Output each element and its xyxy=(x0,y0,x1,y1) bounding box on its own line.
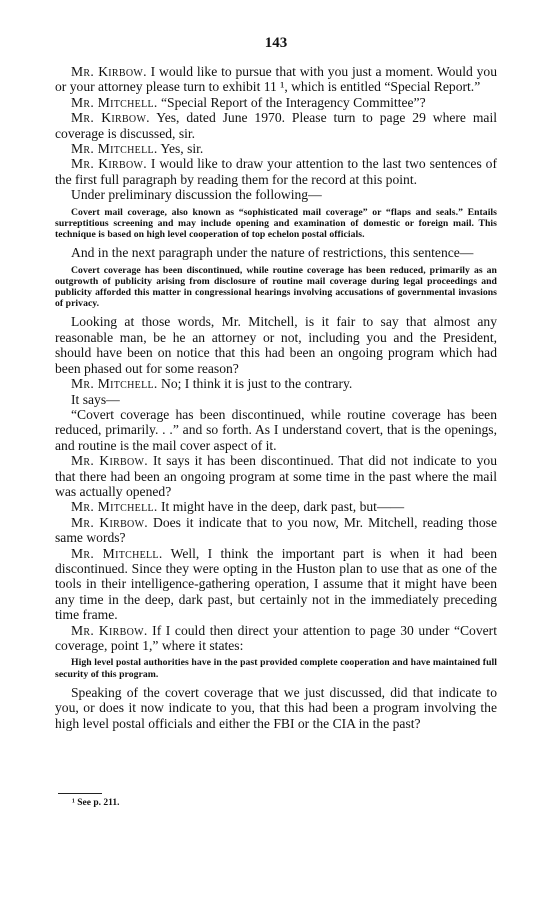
paragraph xyxy=(55,245,497,260)
paragraph-text: Speaking of the covert coverage that we just discussed, did that indicate to you, or does it now indicate to you, that this had been a program involving the high level postal officials and either the FBI or the CIA in the past? xyxy=(55,684,497,731)
footnote: ¹ See p. 211. xyxy=(72,798,120,808)
paragraph-text: No; I think it is just to the contrary. xyxy=(157,376,353,392)
paragraph xyxy=(55,187,497,202)
speech-paragraph xyxy=(55,546,497,623)
quote-text: Covert mail coverage, also known as “sophisticated mail coverage” or “flaps and seals.” Entails surreptitious screening and may include opening and examination of domestic or foreign mail. This technique is based on high level cooperation of top echelon postal officials. xyxy=(55,206,497,241)
paragraph xyxy=(55,407,497,453)
speaker-name: Mr. Mitchell. xyxy=(71,141,158,157)
paragraph-text: It might have in the deep, dark past, but—— xyxy=(157,499,405,515)
speech-paragraph xyxy=(55,453,497,499)
block-quote xyxy=(55,265,497,310)
speaker-name: Mr. Mitchell. xyxy=(71,376,158,392)
speech-paragraph xyxy=(55,110,497,141)
speech-paragraph xyxy=(55,515,497,546)
paragraph xyxy=(55,685,497,731)
paragraph-text: Does it indicate that to you now, Mr. Mitchell, reading those same words? xyxy=(55,514,497,546)
speech-paragraph xyxy=(55,95,497,110)
quote-text: Covert coverage has been discontinued, while routine coverage has been reduced, primarily as an outgrowth of publicity arising from disclosure of routine mail coverage during legal proceedings and publicity afforded this matter in congressional hearings involving accusations of governmental invasions of privacy. xyxy=(55,264,497,310)
paragraph xyxy=(55,314,497,376)
speaker-name: Mr. Kirbow. xyxy=(71,514,149,530)
paragraph-text: I would like to draw your attention to the last two sentences of the first full paragraph by reading them for the record at this point. xyxy=(55,156,497,187)
paragraph-text: Under preliminary discussion the following— xyxy=(71,187,322,203)
transcript-body xyxy=(55,64,497,731)
paragraph-text: And in the next paragraph under the nature of restrictions, this sentence— xyxy=(71,245,474,261)
block-quote xyxy=(55,207,497,241)
paragraph-text: If I could then direct your attention to page 30 under “Covert coverage, point 1,” where it states: xyxy=(55,622,497,654)
speech-paragraph xyxy=(55,499,497,514)
paragraph-text: It says— xyxy=(71,391,120,407)
speaker-name: Mr. Mitchell. xyxy=(71,545,163,561)
speech-paragraph xyxy=(55,64,497,95)
speaker-name: Mr. Mitchell. xyxy=(71,499,158,515)
quote-text: High level postal authorities have in the past provided complete cooperation and have maintained full security of this program. xyxy=(55,657,497,680)
paragraph-text: It says it has been discontinued. That did not indicate to you that there had been an ongoing program at some time in the past where the mail was actually opened? xyxy=(55,453,498,499)
paragraph xyxy=(55,392,497,407)
speaker-name: Mr. Kirbow. xyxy=(71,622,148,638)
speech-paragraph xyxy=(55,376,497,391)
paragraph-text: I would like to pursue that with you just a moment. Would you or your attorney please turn to exhibit 11 ¹, which is entitled “Special Report.” xyxy=(55,64,497,95)
speaker-name: Mr. Kirbow. xyxy=(71,110,150,126)
speaker-name: Mr. Mitchell. xyxy=(71,94,158,110)
block-quote xyxy=(55,657,497,679)
paragraph-text: Yes, dated June 1970. Please turn to page 29 where mail coverage is discussed, sir. xyxy=(55,110,497,141)
speaker-name: Mr. Kirbow. xyxy=(71,64,147,79)
paragraph-text: Yes, sir. xyxy=(157,141,204,157)
speech-paragraph xyxy=(55,156,497,187)
speech-paragraph xyxy=(55,623,497,654)
speech-paragraph xyxy=(55,141,497,156)
paragraph-text: Looking at those words, Mr. Mitchell, is it fair to say that almost any reasonable man, be he an attorney or not, including you and the President, should have been on notice that this had been an ongoing program which had been phased out for some reason? xyxy=(55,314,497,376)
paragraph-text: “Covert coverage has been discontinued, while routine coverage has been reduced, primarily. . .” and so forth. As I understand covert, that is the openings, and routine is the mail cover aspect of it. xyxy=(55,406,497,453)
speaker-name: Mr. Kirbow. xyxy=(71,156,147,172)
footnote-rule xyxy=(58,793,102,794)
speaker-name: Mr. Kirbow. xyxy=(71,453,148,469)
paragraph-text: “Special Report of the Interagency Committee”? xyxy=(157,94,426,110)
paragraph-text: Well, I think the important part is when it had been discontinued. Since they were opting in the Huston plan to use that as one of the tools in their intelligence-gathering operation, I assume that it might have been any time in the deep, dark past, but certainly not in the immediately preceding time frame. xyxy=(55,545,497,623)
page-number: 143 xyxy=(264,35,288,51)
